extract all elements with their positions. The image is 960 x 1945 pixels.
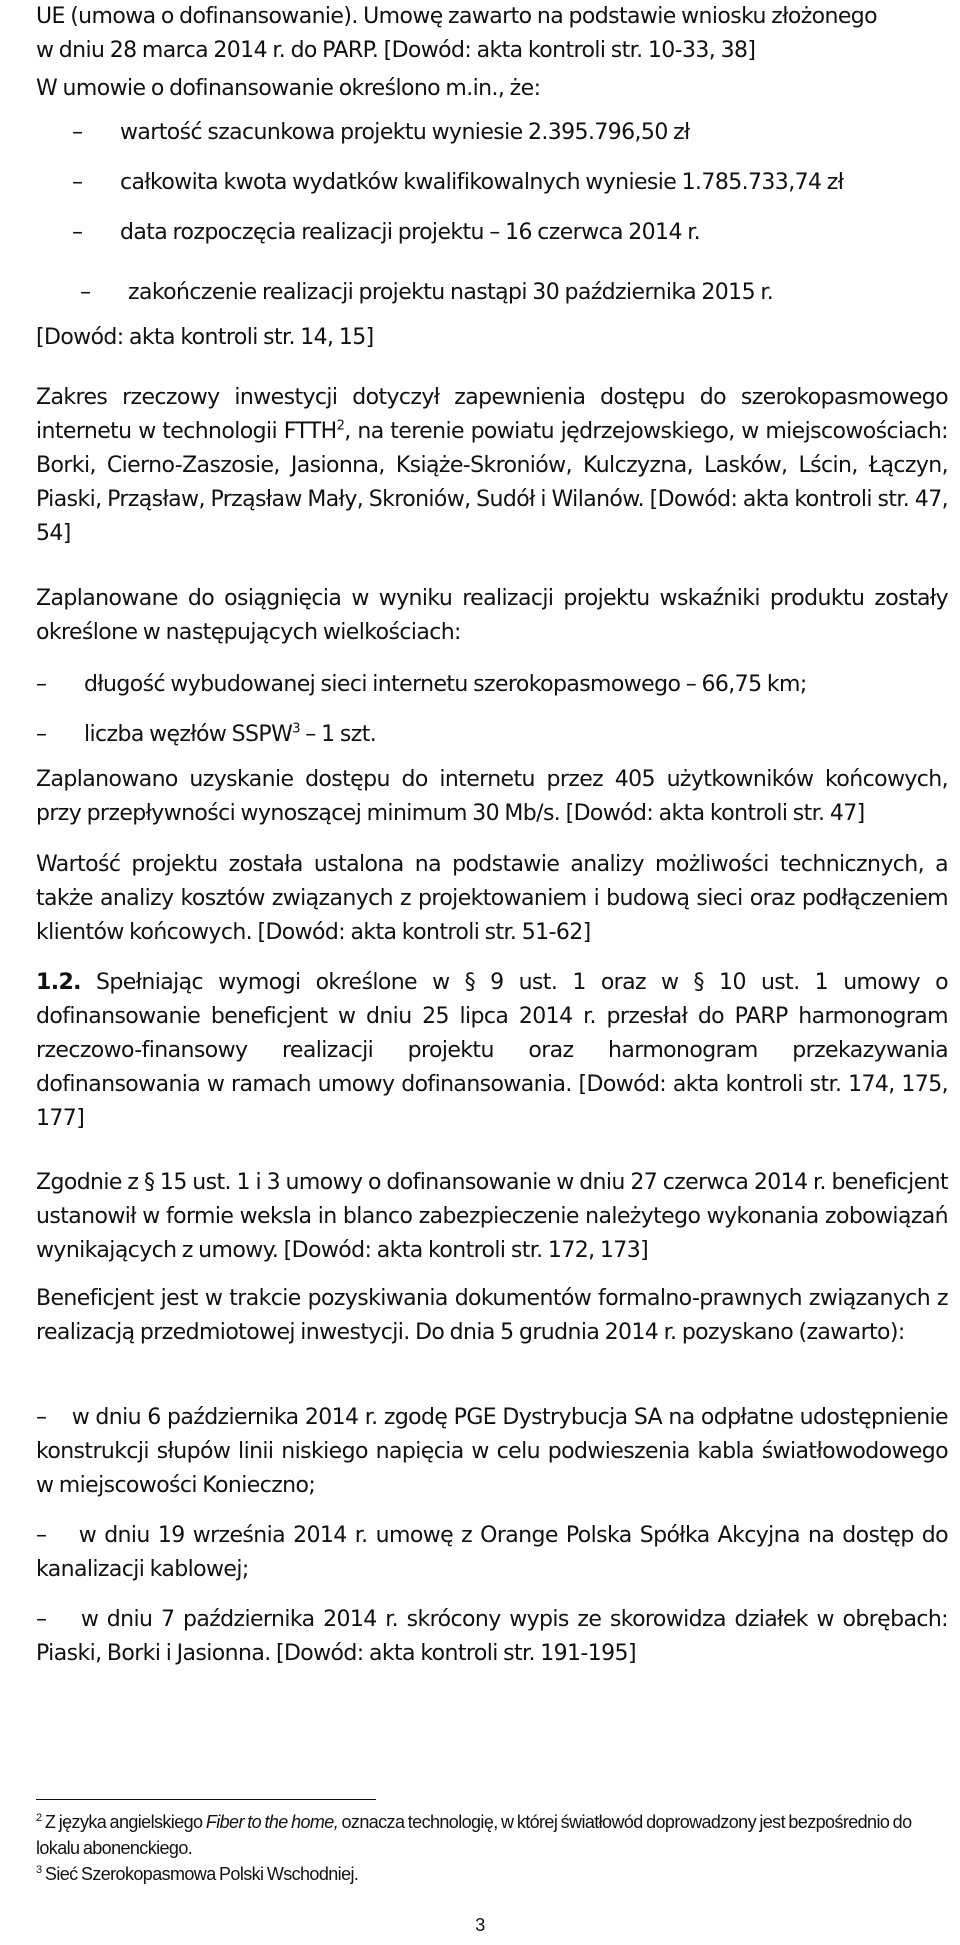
evidence-text: [Dowód: akta kontroli str. 14, 15] bbox=[36, 325, 374, 350]
list-wskazniki bbox=[36, 668, 948, 752]
list-item bbox=[36, 668, 948, 718]
list-item-text: data rozpoczęcia realizacji projektu – 16 czerwca 2014 r. bbox=[120, 220, 701, 245]
dash-bullet: – bbox=[36, 672, 47, 697]
list-item bbox=[36, 1603, 948, 1671]
list-item-text: długość wybudowanej sieci internetu szerokopasmowego – 66,75 km; bbox=[84, 672, 807, 697]
list-pozyskano bbox=[36, 1401, 948, 1671]
list-item-text-part: – 1 szt. bbox=[299, 722, 377, 747]
para-zgodnie bbox=[36, 1166, 948, 1268]
list-item-text: w dniu 7 października 2014 r. skrócony wypis ze skorowidza działek w obrębach: Piaski, Borki i Jasionna. [Dowód: akta kontroli str. 191-195] bbox=[36, 1607, 948, 1666]
footnote-separator bbox=[36, 1799, 376, 1800]
list-projekt-last bbox=[80, 276, 948, 310]
paragraph-text: Zakres rzeczowy inwestycji dotyczył zapewnienia dostępu do szerokopasmowego bbox=[36, 385, 948, 410]
list-item bbox=[72, 216, 948, 262]
para-beneficjent bbox=[36, 1282, 948, 1350]
para-1-2 bbox=[36, 966, 948, 1136]
footnote-emphasis: Fiber to the home, bbox=[205, 1812, 339, 1832]
paragraph-text: , na terenie powiatu jędrzejowskiego, w miejscowościach: Borki, Cierno-Zaszosie, Jasionna, Książe-Skroniów, Kulczyzna, Lasków, Lścin, Łączyn, Piaski, Prząsław, Prząsław Mały, Skroniów, Sudół i Wilanów. [Dowód: akta kontroli str. 47, 54] bbox=[36, 419, 948, 546]
list-item bbox=[72, 116, 948, 166]
evidence-line bbox=[36, 321, 948, 355]
list-projekt bbox=[36, 116, 948, 262]
list-item-text: zakończenie realizacji projektu nastąpi 30 października 2015 r. bbox=[128, 280, 774, 305]
page-number: 3 bbox=[475, 1915, 485, 1935]
paragraph: Beneficjent jest w trakcie pozyskiwania dokumentów formalno-prawnych związanych z realizacją przedmiotowej inwestycji. Do dnia 5 grudnia 2014 r. pozyskano (zawarto): bbox=[36, 1286, 948, 1345]
list-item bbox=[36, 718, 948, 752]
para-zakres bbox=[36, 381, 948, 551]
footnote-number: 3 bbox=[36, 1864, 42, 1876]
footnote-text: Z języka angielskiego bbox=[41, 1812, 206, 1832]
intro-block bbox=[36, 0, 948, 68]
dash-bullet: – bbox=[36, 1405, 47, 1430]
paragraph: Zgodnie z § 15 ust. 1 i 3 umowy o dofinansowanie w dniu 27 czerwca 2014 r. beneficjent ustanowił w formie weksla in blanco zabezpieczenie należytego wykonania zobowiązań wynikających z umowy. [Dowód: akta kontroli str. 172, 173] bbox=[36, 1170, 948, 1263]
footnote-ref: 3 bbox=[292, 721, 300, 737]
paragraph bbox=[36, 381, 948, 551]
paragraph-text: internetu w technologii FTTH bbox=[36, 419, 337, 444]
dash-bullet: – bbox=[36, 1523, 47, 1548]
paragraph-text: Spełniając wymogi określone w § 9 ust. 1 oraz w § 10 ust. 1 umowy o dofinansowanie beneficjent w dniu 25 lipca 2014 r. przesłał do PARP harmonogram rzeczowo-finansowy realizacji projektu oraz harmonogram przekazywania dofinansowania w ramach umowy dofinansowania. [Dowód: akta kontroli str. 174, 175, 177] bbox=[36, 970, 948, 1131]
intro-line-3 bbox=[36, 72, 948, 106]
list-item-text: w dniu 19 września 2014 r. umowę z Orange Polska Spółka Akcyjna na dostęp do kanalizacji kablowej; bbox=[36, 1523, 948, 1582]
paragraph: Zaplanowano uzyskanie dostępu do internetu przez 405 użytkowników końcowych, przy przepływności wynoszącej minimum 30 Mb/s. [Dowód: akta kontroli str. 47] bbox=[36, 767, 948, 826]
text-line: w dniu 28 marca 2014 r. do PARP. [Dowód: akta kontroli str. 10-33, 38] bbox=[36, 38, 756, 63]
footnotes bbox=[36, 1809, 948, 1887]
para-uzyskanie bbox=[36, 763, 948, 831]
list-item-text: całkowita kwota wydatków kwalifikowalnych wyniesie 1.785.733,74 zł bbox=[120, 170, 844, 195]
footnote-3 bbox=[36, 1861, 948, 1887]
paragraph: Zaplanowane do osiągnięcia w wyniku realizacji projektu wskaźniki produktu zostały określone w następujących wielkościach: bbox=[36, 586, 948, 645]
list-item bbox=[80, 276, 948, 310]
list-item-text: w dniu 6 października 2014 r. zgodę PGE Dystrybucja SA na odpłatne udostępnienie konstrukcji słupów linii niskiego napięcia w celu podwieszenia kabla światłowodowego w miejscowości Konieczno; bbox=[36, 1405, 948, 1498]
list-item-text-part: liczba węzłów SSPW bbox=[84, 722, 293, 747]
dash-bullet: – bbox=[72, 170, 83, 195]
dash-bullet: – bbox=[72, 220, 83, 245]
list-item-text: wartość szacunkowa projektu wyniesie 2.395.796,50 zł bbox=[120, 120, 690, 145]
footnote-text: Sieć Szerokopasmowa Polski Wschodniej. bbox=[41, 1864, 359, 1884]
list-item bbox=[36, 1519, 948, 1587]
footnote-ref: 2 bbox=[336, 418, 345, 434]
dash-bullet: – bbox=[80, 280, 91, 305]
section-number: 1.2. bbox=[36, 970, 81, 995]
footnote-2 bbox=[36, 1809, 948, 1861]
paragraph bbox=[36, 966, 948, 1136]
footnote-text: oznacza technologię, w której światłowód doprowadzony jest bezpośrednio do lokalu abonenckiego. bbox=[36, 1812, 912, 1858]
para-zaplanowane bbox=[36, 582, 948, 650]
list-item bbox=[72, 166, 948, 216]
list-item bbox=[36, 1401, 948, 1503]
dash-bullet: – bbox=[36, 1607, 47, 1632]
para-wartosc bbox=[36, 848, 948, 950]
list-item-text bbox=[84, 718, 376, 752]
dash-bullet: – bbox=[72, 120, 83, 145]
dash-bullet: – bbox=[36, 722, 47, 747]
text-line: W umowie o dofinansowanie określono m.in., że: bbox=[36, 76, 541, 101]
paragraph: Wartość projektu została ustalona na podstawie analizy możliwości technicznych, a także analizy kosztów związanych z projektowaniem i budową sieci oraz podłączeniem klientów końcowych. [Dowód: akta kontroli str. 51-62] bbox=[36, 852, 948, 945]
text-line: UE (umowa o dofinansowanie). Umowę zawarto na podstawie wniosku złożonego bbox=[36, 4, 878, 29]
footnote-number: 2 bbox=[36, 1812, 42, 1824]
